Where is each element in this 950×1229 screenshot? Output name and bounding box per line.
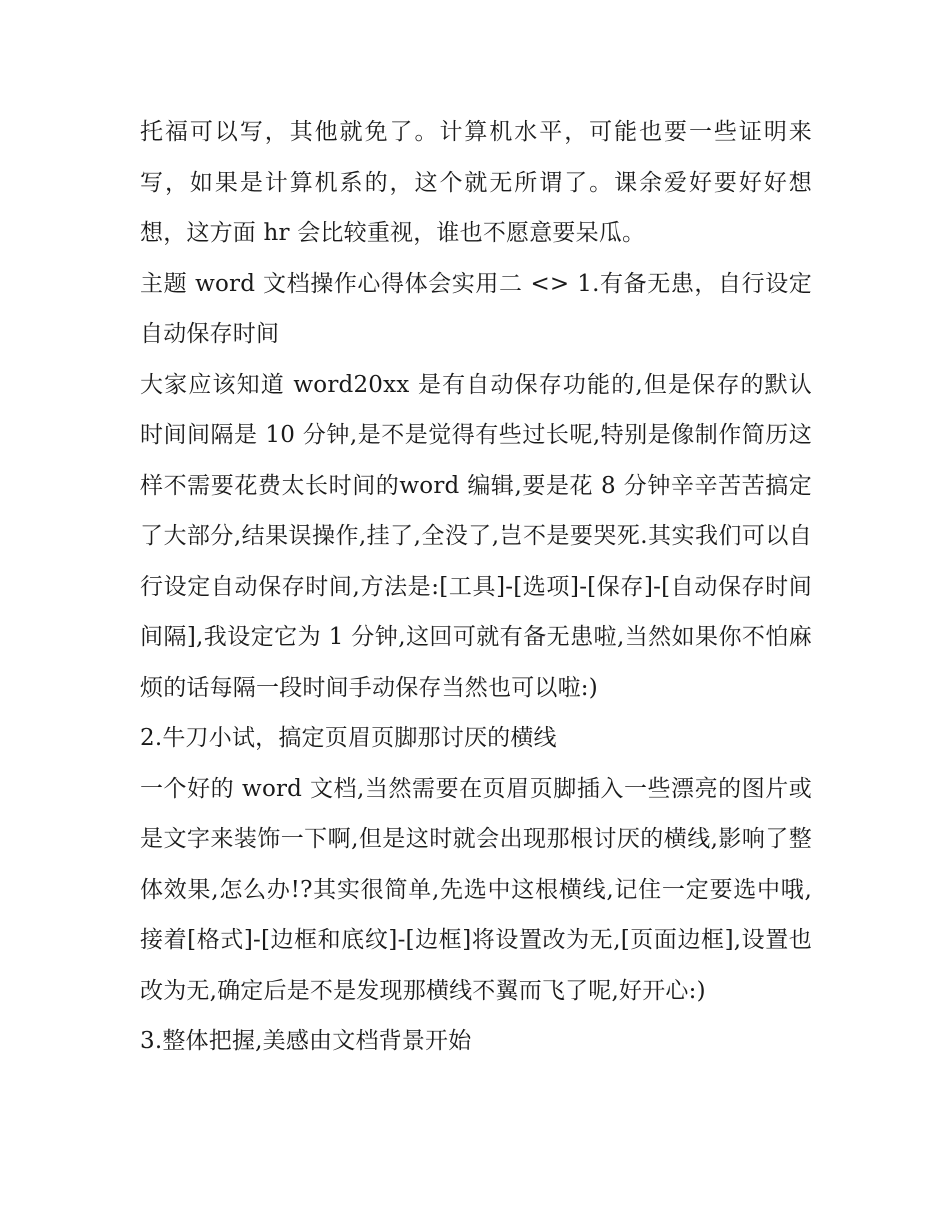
paragraph-topic-title: 主题 word 文档操作心得体会实用二 <> 1.有备无患，自行设定自动保存时间 <box>140 270 812 347</box>
paragraph-intro-continuation: 托福可以写，其他就免了。计算机水平，可能也要一些证明来写，如果是计算机系的，这个就无所谓了。课余爱好要好好想想，这方面 hr 会比较重视，谁也不愿意要呆瓜。 <box>140 119 812 246</box>
document-body <box>140 107 812 1067</box>
paragraph-autosave-body: 大家应该知道 word20xx 是有自动保存功能的,但是保存的默认时间间隔是 10 分钟,是不是觉得有些过长呢,特别是像制作简历这样不需要花费太长时间的word 编辑,要是花 8 分钟辛辛苦苦搞定了大部分,结果误操作,挂了,全没了,岂不是要哭死.其实我们可以自行设定自动保存时间,方法是:[工具]-[选项]-[保存]-[自动保存时间间隔],我设定它为 1 分钟,这回可就有备无患啦,当然如果你不怕麻烦的话每隔一段时间手动保存当然也可以啦:) <box>140 371 812 701</box>
heading-header-line: 2.牛刀小试，搞定页眉页脚那讨厌的横线 <box>140 725 557 751</box>
paragraph-header-line-body: 一个好的 word 文档,当然需要在页眉页脚插入一些漂亮的图片或是文字来装饰一下啊,但是这时就会出现那根讨厌的横线,影响了整体效果,怎么办!?其实很简单,先选中这根横线,记住一定要选中哦,接着[格式]-[边框和底纹]-[边框]将设置改为无,[页面边框],设置也改为无,确定后是不是发现那横线不翼而飞了呢,好开心:) <box>140 775 812 1004</box>
heading-document-background: 3.整体把握,美感由文档背景开始 <box>140 1028 472 1054</box>
